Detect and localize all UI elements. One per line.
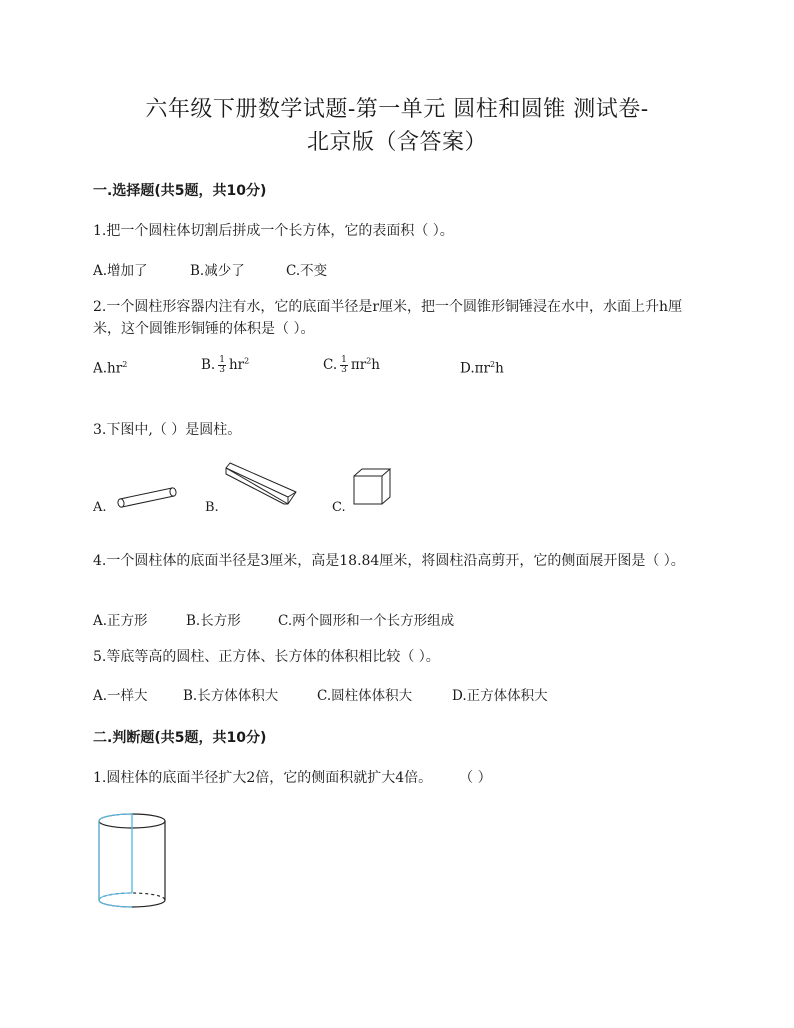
cube-figure bbox=[350, 466, 394, 508]
q1-option-c: C.不变 bbox=[286, 263, 328, 279]
q4-option-b: B.长方形 bbox=[186, 613, 241, 629]
judge-question-1-text: 1.圆柱体的底面半径扩大2倍，它的侧面积就扩大4倍。 bbox=[93, 770, 433, 786]
question-4-text: 4.一个圆柱体的底面半径是3厘米，高是18.84厘米，将圆柱沿高剪开，它的侧面展开图是（ ）。 bbox=[93, 553, 685, 569]
fraction-one-third: $\frac{1}{3}$ bbox=[219, 355, 225, 375]
fraction-one-third: $\frac{1}{3}$ bbox=[341, 355, 347, 375]
section1-heading: 一.选择题(共5题，共10分) bbox=[93, 183, 267, 199]
question-1-text: 1.把一个圆柱体切割后拼成一个长方体，它的表面积（ ）。 bbox=[93, 223, 454, 239]
question-3-text: 3.下图中,（ ）是圆柱。 bbox=[93, 422, 242, 438]
q5-option-a: A.一样大 bbox=[93, 688, 148, 704]
cylinder-figure bbox=[94, 810, 174, 916]
answer-blank: （ ） bbox=[466, 770, 492, 786]
q2-option-a: $A.hr^2$ bbox=[93, 360, 128, 377]
triangular-prism-figure bbox=[222, 460, 300, 510]
q2-option-b: B. $\frac{1}{3}$ $hr^2$ bbox=[201, 355, 250, 375]
judge-question-1 bbox=[93, 767, 703, 789]
q1-option-a: A.增加了 bbox=[93, 263, 148, 279]
question-5-text: 5.等底等高的圆柱、正方体、长方体的体积相比较（ ）。 bbox=[93, 649, 440, 665]
q3-label-a: A. bbox=[93, 500, 107, 515]
q3-label-c: C. bbox=[332, 500, 346, 515]
q5-option-d: D.正方体体积大 bbox=[452, 688, 548, 704]
question-2-text: 2.一个圆柱形容器内注有水，它的底面半径是r厘米，把一个圆锥形铜锤浸在水中，水面上升h厘米，这个圆锥形铜锤的体积是（ ）。 bbox=[93, 299, 683, 337]
page-title-line1: 六年级下册数学试题-第一单元 圆柱和圆锥 测试卷- bbox=[145, 97, 649, 122]
q1-option-b: B.减少了 bbox=[190, 263, 245, 279]
q3-label-b: B. bbox=[205, 500, 219, 515]
page-title-line2: 北京版（含答案） bbox=[306, 130, 487, 155]
q4-option-a: A.正方形 bbox=[93, 613, 148, 629]
q2-option-c: C. $\frac{1}{3}$ $\pi r^2h$ bbox=[323, 355, 380, 375]
q5-option-b: B.长方体体积大 bbox=[183, 688, 279, 704]
thin-cylinder-rod-figure bbox=[112, 482, 182, 510]
q2-option-d: $D.\pi r^2h$ bbox=[460, 360, 504, 377]
q4-option-c: C.两个圆形和一个长方形组成 bbox=[278, 613, 455, 629]
section2-heading: 二.判断题(共5题，共10分) bbox=[93, 730, 267, 746]
q5-option-c: C.圆柱体体积大 bbox=[317, 688, 413, 704]
